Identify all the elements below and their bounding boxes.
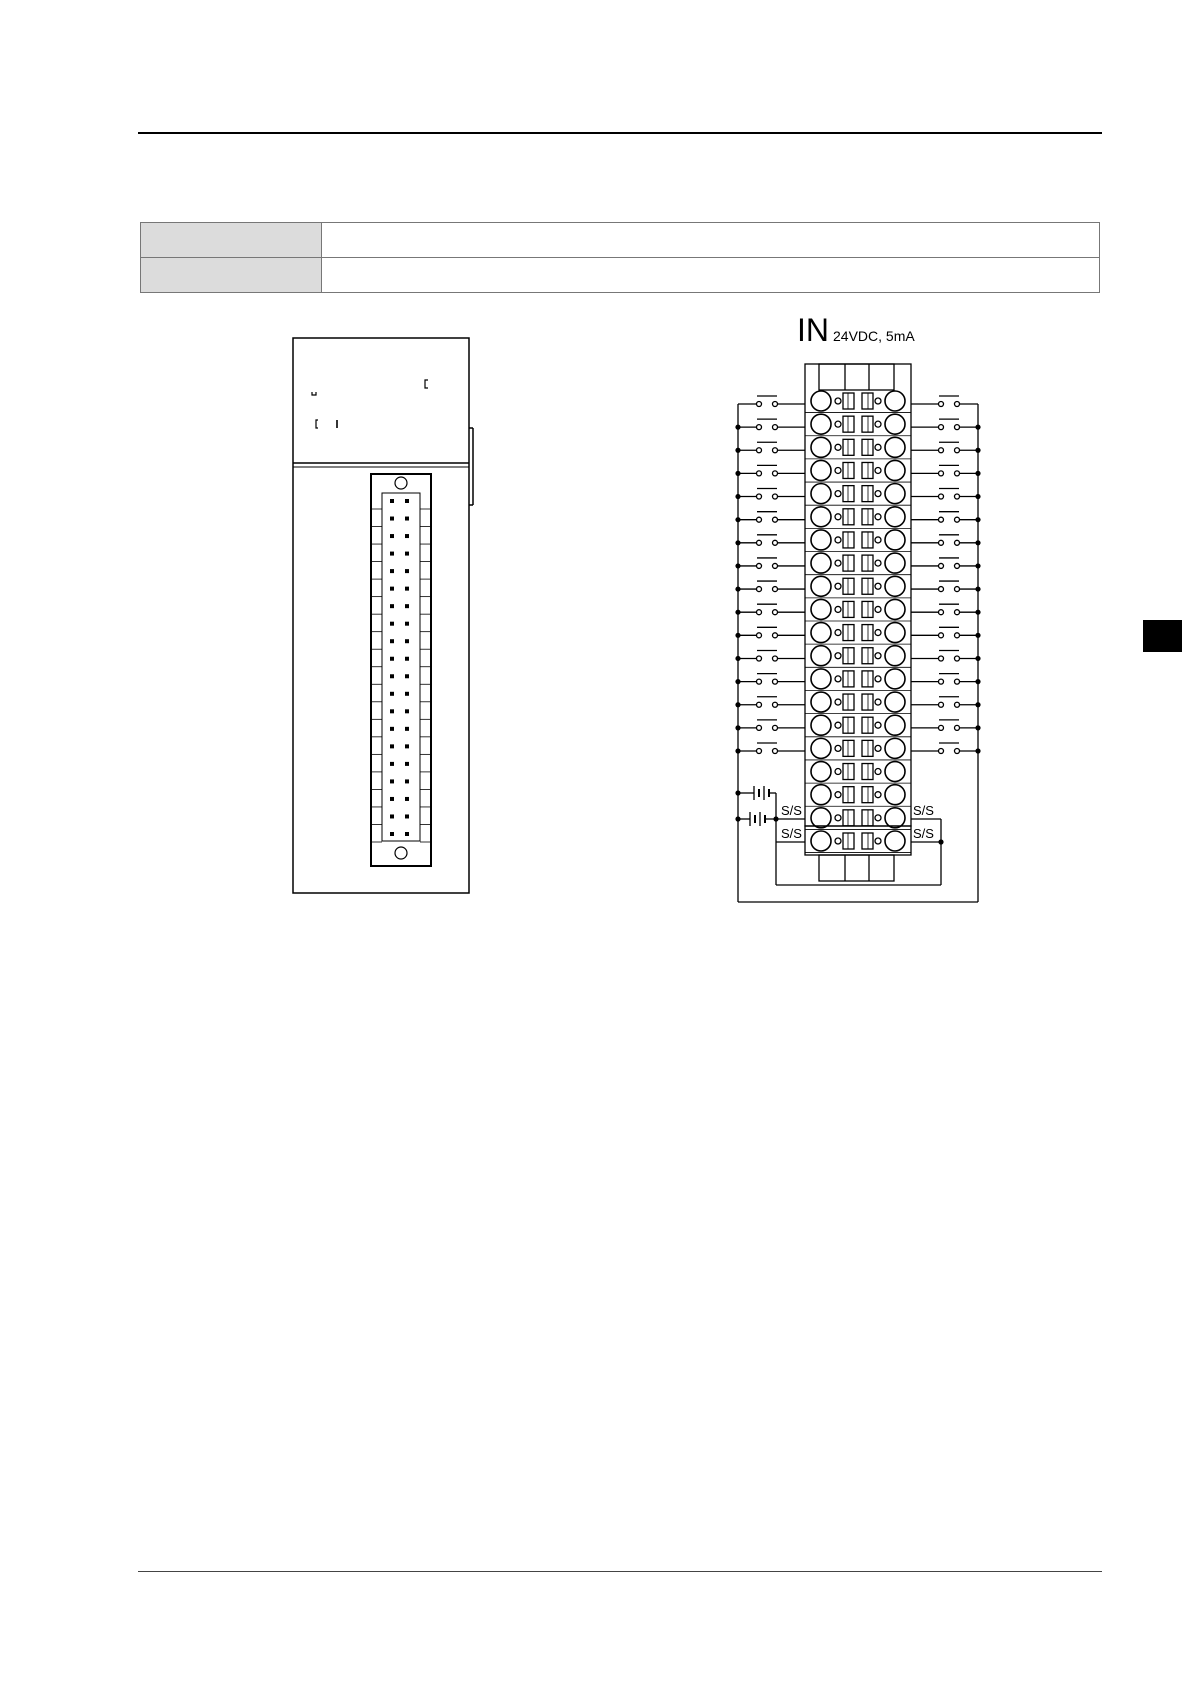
terminal-clamp bbox=[862, 787, 873, 803]
terminal-rows bbox=[805, 391, 911, 853]
connector-pin bbox=[405, 762, 409, 766]
switch-contact bbox=[773, 633, 778, 638]
terminal-screw bbox=[811, 530, 831, 550]
terminal-screw bbox=[885, 785, 905, 805]
terminal-clamp bbox=[862, 601, 873, 617]
connector-pin bbox=[390, 622, 394, 626]
terminal-clamp bbox=[843, 578, 854, 594]
connector-pin bbox=[390, 552, 394, 556]
connector-pin bbox=[405, 499, 409, 503]
terminal-contact bbox=[875, 838, 881, 844]
terminal-contact bbox=[835, 838, 841, 844]
switch-contact bbox=[773, 402, 778, 407]
switch-contact bbox=[757, 494, 762, 499]
switch-contact bbox=[955, 725, 960, 730]
switch-contact bbox=[773, 425, 778, 430]
switch-contact bbox=[939, 633, 944, 638]
terminal-screw bbox=[811, 623, 831, 643]
terminal-clamp bbox=[843, 625, 854, 641]
switch-contact bbox=[757, 471, 762, 476]
module-front-view bbox=[293, 338, 473, 893]
terminal-clamp bbox=[862, 648, 873, 664]
terminal-block bbox=[735, 364, 980, 902]
connector-pin bbox=[405, 569, 409, 573]
terminal-screw bbox=[885, 576, 905, 596]
terminal-clamp bbox=[862, 740, 873, 756]
connector-pin bbox=[390, 797, 394, 801]
switch-contact bbox=[773, 610, 778, 615]
switch-contact bbox=[939, 471, 944, 476]
switch-contact bbox=[939, 725, 944, 730]
common-label-right: S/S bbox=[913, 826, 934, 841]
led-mark bbox=[312, 392, 316, 395]
terminal-contact bbox=[875, 514, 881, 520]
power-wiring bbox=[735, 404, 978, 902]
terminal-screw bbox=[811, 785, 831, 805]
connector-pin bbox=[390, 569, 394, 573]
terminal-screw bbox=[885, 484, 905, 504]
connector-pin bbox=[405, 622, 409, 626]
terminal-clamp bbox=[862, 717, 873, 733]
terminal-screw bbox=[811, 599, 831, 619]
terminal-clamp bbox=[843, 787, 854, 803]
terminal-clamp bbox=[862, 764, 873, 780]
switch-contact bbox=[955, 633, 960, 638]
switch-contact bbox=[955, 563, 960, 568]
terminal-contact bbox=[875, 769, 881, 775]
connector-pin bbox=[405, 587, 409, 591]
terminal-contact bbox=[835, 815, 841, 821]
terminal-contact bbox=[875, 398, 881, 404]
switch-contact bbox=[773, 517, 778, 522]
switch-contact bbox=[757, 425, 762, 430]
switch-contact bbox=[955, 610, 960, 615]
terminal-screw bbox=[811, 669, 831, 689]
switch-contact bbox=[757, 402, 762, 407]
terminal-contact bbox=[875, 630, 881, 636]
terminal-clamp bbox=[843, 462, 854, 478]
terminal-screw bbox=[885, 460, 905, 480]
switch-contact bbox=[773, 494, 778, 499]
terminal-clamp bbox=[862, 578, 873, 594]
switch-contact bbox=[757, 656, 762, 661]
terminal-contact bbox=[835, 699, 841, 705]
switch-contact bbox=[773, 749, 778, 754]
module-outline bbox=[293, 338, 469, 893]
connector-pin bbox=[390, 727, 394, 731]
connector-pin bbox=[405, 534, 409, 538]
terminal-screw bbox=[885, 553, 905, 573]
terminal-bottom-tab bbox=[819, 855, 894, 881]
connector-pin bbox=[390, 762, 394, 766]
terminal-contact bbox=[875, 560, 881, 566]
terminal-screw bbox=[885, 623, 905, 643]
terminal-screw bbox=[885, 507, 905, 527]
terminal-clamp bbox=[843, 439, 854, 455]
terminal-clamp bbox=[862, 393, 873, 409]
led-mark bbox=[316, 420, 318, 428]
terminal-screw bbox=[811, 507, 831, 527]
terminal-clamp bbox=[862, 439, 873, 455]
connector-pin bbox=[390, 534, 394, 538]
switch-contact bbox=[955, 471, 960, 476]
switch-contact bbox=[773, 702, 778, 707]
terminal-contact bbox=[875, 792, 881, 798]
connector-pin bbox=[405, 657, 409, 661]
terminal-screw bbox=[811, 715, 831, 735]
switch-contact bbox=[939, 702, 944, 707]
terminal-clamp bbox=[843, 717, 854, 733]
terminal-screw bbox=[811, 437, 831, 457]
connector-pin bbox=[390, 779, 394, 783]
switch-contact bbox=[955, 448, 960, 453]
terminal-contact bbox=[835, 653, 841, 659]
terminal-screw bbox=[885, 738, 905, 758]
switch-contact bbox=[955, 587, 960, 592]
terminal-clamp bbox=[843, 740, 854, 756]
connector-pin bbox=[390, 517, 394, 521]
terminal-clamp bbox=[843, 555, 854, 571]
connector-pin bbox=[405, 639, 409, 643]
common-label-right: S/S bbox=[913, 803, 934, 818]
chapter-tab bbox=[1143, 620, 1182, 652]
terminal-clamp bbox=[843, 486, 854, 502]
switch-contact bbox=[773, 587, 778, 592]
connector-screw bbox=[395, 477, 407, 489]
terminal-contact bbox=[835, 745, 841, 751]
terminal-contact bbox=[835, 769, 841, 775]
terminal-contact bbox=[835, 537, 841, 543]
terminal-clamp bbox=[843, 509, 854, 525]
terminal-clamp bbox=[843, 671, 854, 687]
terminal-contact bbox=[875, 745, 881, 751]
connector-pin bbox=[405, 709, 409, 713]
switch-contact bbox=[955, 702, 960, 707]
junction-dot bbox=[773, 816, 778, 821]
terminal-contact bbox=[835, 630, 841, 636]
connector-pin bbox=[405, 604, 409, 608]
terminal-screw bbox=[811, 646, 831, 666]
terminal-clamp bbox=[862, 694, 873, 710]
terminal-clamp bbox=[862, 532, 873, 548]
footer-rule bbox=[138, 1571, 1102, 1572]
switch-contact bbox=[773, 448, 778, 453]
switch-contact bbox=[939, 517, 944, 522]
terminal-screw bbox=[811, 692, 831, 712]
terminal-screw bbox=[811, 414, 831, 434]
switch-contact bbox=[939, 563, 944, 568]
switch-contact bbox=[955, 517, 960, 522]
connector-pin bbox=[390, 587, 394, 591]
terminal-contact bbox=[835, 467, 841, 473]
switch-contact bbox=[939, 425, 944, 430]
terminal-contact bbox=[835, 444, 841, 450]
connector-pin bbox=[390, 709, 394, 713]
switch-contact bbox=[939, 587, 944, 592]
terminal-screw bbox=[811, 553, 831, 573]
connector-pin bbox=[405, 674, 409, 678]
terminal-clamp bbox=[862, 555, 873, 571]
connector-pin bbox=[390, 499, 394, 503]
switch-contact bbox=[757, 679, 762, 684]
switch-contact bbox=[955, 749, 960, 754]
connector-pin bbox=[390, 814, 394, 818]
junction-dot bbox=[735, 790, 740, 795]
switch-contact bbox=[757, 448, 762, 453]
connector-pin bbox=[405, 832, 409, 836]
terminal-screw bbox=[885, 762, 905, 782]
connector-pin bbox=[405, 779, 409, 783]
terminal-contact bbox=[835, 514, 841, 520]
connector-pin bbox=[390, 832, 394, 836]
switch-contact bbox=[757, 610, 762, 615]
switch-contact bbox=[939, 656, 944, 661]
terminal-contact bbox=[835, 491, 841, 497]
switch-contact bbox=[939, 494, 944, 499]
terminal-contact bbox=[835, 583, 841, 589]
terminal-screw bbox=[811, 460, 831, 480]
terminal-contact bbox=[835, 722, 841, 728]
terminal-contact bbox=[835, 421, 841, 427]
connector-pin bbox=[405, 727, 409, 731]
terminal-screw bbox=[885, 391, 905, 411]
terminal-contact bbox=[875, 421, 881, 427]
switch-contact bbox=[757, 587, 762, 592]
terminal-screw bbox=[885, 646, 905, 666]
terminal-top-tab bbox=[819, 364, 894, 390]
switch-contact bbox=[939, 402, 944, 407]
terminal-contact bbox=[835, 676, 841, 682]
terminal-screw bbox=[885, 599, 905, 619]
switch-contact bbox=[939, 448, 944, 453]
connector-pin bbox=[390, 674, 394, 678]
terminal-contact bbox=[875, 583, 881, 589]
switch-contact bbox=[955, 425, 960, 430]
connector-pin bbox=[405, 692, 409, 696]
terminal-clamp bbox=[843, 694, 854, 710]
switch-contact bbox=[955, 494, 960, 499]
switch-contact bbox=[757, 702, 762, 707]
terminal-clamp bbox=[843, 601, 854, 617]
switch-contact bbox=[757, 725, 762, 730]
connector-pin bbox=[405, 517, 409, 521]
connector-pin bbox=[405, 814, 409, 818]
connector-inner bbox=[382, 493, 420, 841]
switch-contact bbox=[757, 540, 762, 545]
terminal-clamp bbox=[862, 810, 873, 826]
diagram-rating: 24VDC, 5mA bbox=[833, 328, 915, 344]
switch-contact bbox=[939, 749, 944, 754]
switch-contact bbox=[757, 633, 762, 638]
terminal-clamp bbox=[843, 648, 854, 664]
connector-pin bbox=[390, 604, 394, 608]
switch-contact bbox=[773, 656, 778, 661]
terminal-clamp bbox=[862, 509, 873, 525]
terminal-screw bbox=[811, 738, 831, 758]
switch-contact bbox=[773, 563, 778, 568]
common-label-left: S/S bbox=[781, 803, 802, 818]
connector-screw bbox=[395, 847, 407, 859]
terminal-screw bbox=[885, 692, 905, 712]
switch-contact bbox=[939, 540, 944, 545]
terminal-screw bbox=[885, 669, 905, 689]
switch-contact bbox=[773, 725, 778, 730]
switch-contact bbox=[939, 679, 944, 684]
switch-contact bbox=[773, 471, 778, 476]
terminal-screw bbox=[811, 831, 831, 851]
terminal-contact bbox=[835, 606, 841, 612]
connector-pin bbox=[390, 657, 394, 661]
terminal-screw bbox=[885, 715, 905, 735]
terminal-screw bbox=[885, 831, 905, 851]
terminal-block-outline bbox=[805, 364, 911, 826]
connector-pin bbox=[405, 552, 409, 556]
terminal-contact bbox=[835, 398, 841, 404]
led-mark bbox=[425, 380, 428, 388]
terminal-contact bbox=[875, 676, 881, 682]
switch-contact bbox=[955, 656, 960, 661]
common-label-left: S/S bbox=[781, 826, 802, 841]
terminal-contact bbox=[875, 537, 881, 543]
switch-contact bbox=[757, 517, 762, 522]
terminal-clamp bbox=[862, 671, 873, 687]
terminal-contact bbox=[875, 653, 881, 659]
terminal-screw bbox=[885, 530, 905, 550]
terminal-clamp bbox=[843, 532, 854, 548]
connector-pin bbox=[390, 692, 394, 696]
terminal-clamp bbox=[862, 486, 873, 502]
terminal-clamp bbox=[843, 833, 854, 849]
switch-contact bbox=[757, 749, 762, 754]
terminal-screw bbox=[811, 576, 831, 596]
connector-pins bbox=[371, 499, 431, 842]
terminal-screw bbox=[811, 808, 831, 828]
junction-dot bbox=[735, 816, 740, 821]
terminal-screw bbox=[885, 808, 905, 828]
switch-contact bbox=[773, 540, 778, 545]
switch-contact bbox=[955, 540, 960, 545]
connector-pin bbox=[405, 744, 409, 748]
terminal-screw bbox=[811, 762, 831, 782]
switch-contact bbox=[939, 610, 944, 615]
terminal-contact bbox=[835, 792, 841, 798]
terminal-clamp bbox=[862, 462, 873, 478]
terminal-contact bbox=[875, 722, 881, 728]
terminal-contact bbox=[875, 699, 881, 705]
switch-contact bbox=[955, 402, 960, 407]
terminal-clamp bbox=[843, 393, 854, 409]
switch-contact bbox=[757, 563, 762, 568]
diagram-title: IN bbox=[797, 312, 829, 348]
connector-pin bbox=[390, 639, 394, 643]
switch-contact bbox=[955, 679, 960, 684]
terminal-clamp bbox=[862, 416, 873, 432]
terminal-clamp bbox=[862, 833, 873, 849]
terminal-clamp bbox=[843, 764, 854, 780]
terminal-clamp bbox=[843, 416, 854, 432]
terminal-contact bbox=[835, 560, 841, 566]
terminal-clamp bbox=[862, 625, 873, 641]
terminal-screw bbox=[885, 414, 905, 434]
connector-pin bbox=[405, 797, 409, 801]
terminal-contact bbox=[875, 467, 881, 473]
connector-pin bbox=[390, 744, 394, 748]
terminal-screw bbox=[811, 484, 831, 504]
terminal-screw bbox=[811, 391, 831, 411]
terminal-clamp bbox=[843, 810, 854, 826]
terminal-screw bbox=[885, 437, 905, 457]
terminal-contact bbox=[875, 444, 881, 450]
switch-contact bbox=[773, 679, 778, 684]
terminal-contact bbox=[875, 815, 881, 821]
terminal-contact bbox=[875, 606, 881, 612]
terminal-contact bbox=[875, 491, 881, 497]
junction-dot bbox=[938, 839, 943, 844]
